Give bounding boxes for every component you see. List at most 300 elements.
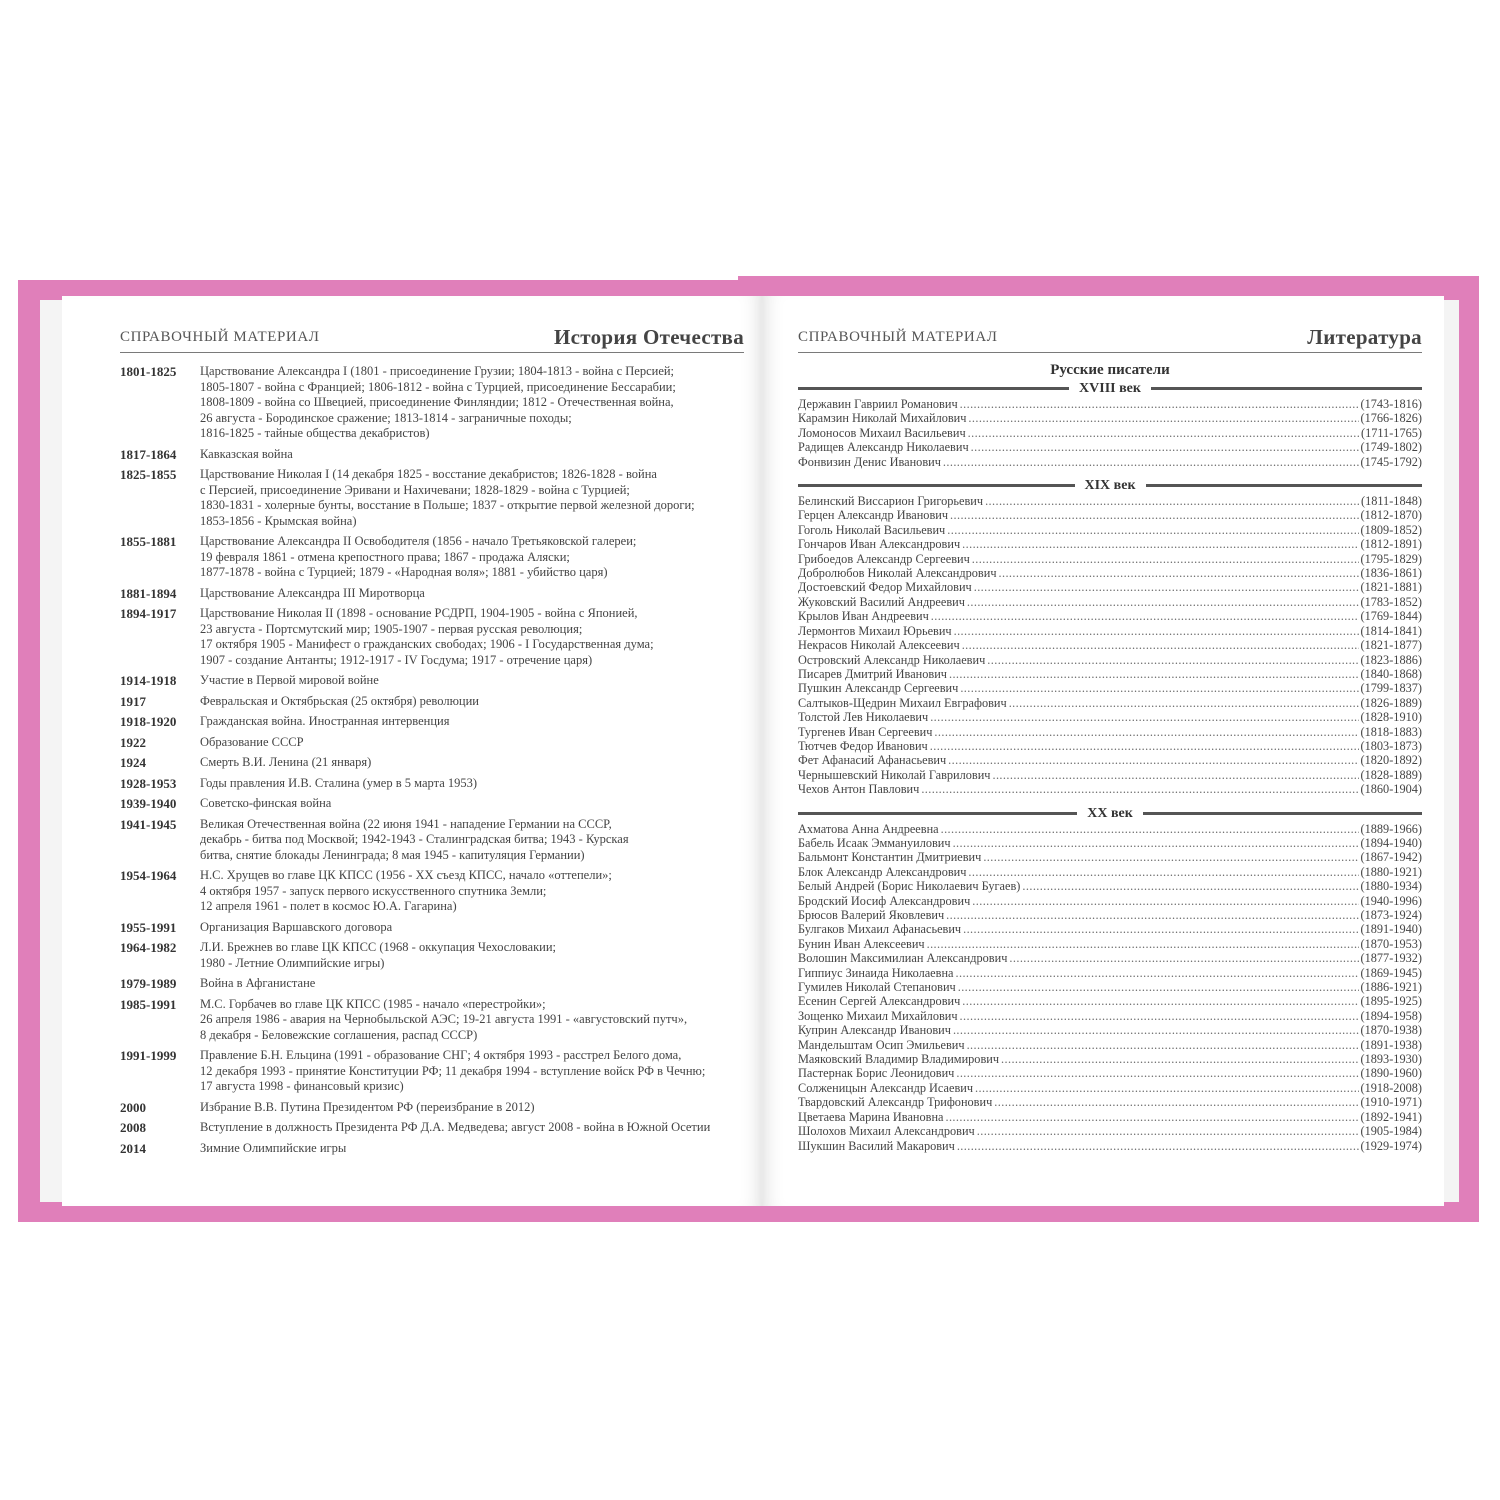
dot-leader	[985, 494, 1359, 508]
author-name: Лермонтов Михаил Юрьевич	[798, 623, 952, 638]
dot-leader	[953, 836, 1359, 850]
dot-leader	[948, 753, 1358, 767]
timeline-year: 2008	[120, 1120, 146, 1135]
author-years: (1905-1984)	[1360, 1124, 1422, 1139]
century-rule-right	[1143, 812, 1422, 815]
author-name: Бальмонт Константин Дмитриевич	[798, 850, 982, 865]
author-years: (1891-1938)	[1360, 1037, 1422, 1052]
author-name: Пастернак Борис Леонидович	[798, 1066, 955, 1081]
author-row	[798, 739, 1422, 753]
century-rule-left	[798, 812, 1077, 815]
author-name: Гиппиус Зинаида Николаевна	[798, 965, 954, 980]
author-name: Тютчев Федор Иванович	[798, 738, 928, 753]
dot-leader	[994, 1095, 1358, 1109]
timeline-text-line: 8 декабря - Беловежские соглашения, распад СССР)	[200, 1027, 478, 1042]
author-years: (1821-1877)	[1360, 638, 1422, 653]
author-name: Зощенко Михаил Михайлович	[798, 1008, 958, 1023]
timeline-entry	[120, 364, 744, 442]
author-name: Писарев Дмитрий Иванович	[798, 666, 947, 681]
author-years: (1828-1910)	[1360, 710, 1422, 725]
author-row	[798, 523, 1422, 537]
dot-leader	[967, 595, 1359, 609]
right-page-header	[798, 324, 1422, 353]
dot-leader	[949, 667, 1359, 681]
timeline-entry	[120, 673, 744, 689]
timeline-year: 2000	[120, 1099, 146, 1115]
timeline-text-line: Гражданская война. Иностранная интервенция	[200, 714, 450, 728]
dot-leader	[946, 908, 1358, 922]
dot-leader	[968, 865, 1358, 879]
dot-leader	[960, 397, 1359, 411]
timeline-text-line: Война в Афганистане	[200, 976, 316, 990]
timeline-text-line: М.С. Горбачев во главе ЦК КПСС (1985 - начало «перестройки»;	[200, 996, 546, 1011]
author-years: (1745-1792)	[1360, 454, 1422, 469]
dot-leader	[968, 411, 1358, 425]
author-row	[798, 681, 1422, 695]
author-row	[798, 440, 1422, 454]
author-years: (1867-1942)	[1360, 850, 1422, 865]
author-row	[798, 411, 1422, 425]
author-years: (1749-1802)	[1360, 440, 1422, 455]
author-name: Шолохов Михаил Александрович	[798, 1124, 975, 1139]
timeline-year: 1924	[120, 755, 146, 770]
dot-leader	[930, 739, 1359, 753]
author-years: (1889-1966)	[1360, 821, 1422, 836]
dot-leader	[934, 725, 1358, 739]
timeline-text-line: Участие в Первой мировой войне	[200, 673, 379, 687]
timeline-text	[200, 467, 744, 529]
dot-leader	[958, 980, 1359, 994]
timeline-text-line: Л.И. Брежнев во главе ЦК КПСС (1968 - оккупация Чехословакии;	[200, 940, 557, 954]
timeline-text-line: 19 февраля 1861 - отмена крепостного права; 1867 - продажа Аляски;	[200, 549, 570, 564]
author-years: (1894-1958)	[1360, 1008, 1422, 1023]
dot-leader	[1001, 1052, 1358, 1066]
century-rule-right	[1146, 484, 1423, 487]
author-row	[798, 667, 1422, 681]
timeline-text-line: 12 апреля 1961 - полет в космос Ю.А. Гагарина)	[200, 899, 457, 913]
timeline-text	[200, 1120, 744, 1136]
timeline-year: 1991-1999	[120, 1048, 177, 1063]
dot-leader	[972, 552, 1359, 566]
author-name: Фонвизин Денис Иванович	[798, 454, 941, 469]
author-years: (1870-1953)	[1360, 936, 1422, 951]
timeline-entry	[120, 920, 744, 936]
section-title: Русские писатели	[1050, 362, 1170, 378]
timeline-text-line: битва, снятие блокады Ленинграда; 8 мая 1945 - капитуляция Германии)	[200, 847, 585, 862]
timeline-entry	[120, 467, 744, 529]
author-years: (1799-1837)	[1360, 681, 1422, 696]
timeline-text-line: Годы правления И.В. Сталина (умер в 5 марта 1953)	[200, 775, 478, 790]
dot-leader	[957, 1139, 1359, 1153]
timeline-text	[200, 997, 744, 1044]
timeline-year: 1801-1825	[120, 364, 177, 379]
timeline-year: 1939-1940	[120, 796, 177, 811]
author-row	[798, 609, 1422, 623]
timeline-entry	[120, 694, 744, 710]
cover-edge	[18, 272, 738, 280]
author-years: (1891-1940)	[1360, 922, 1422, 937]
author-row	[798, 994, 1422, 1008]
author-name: Карамзин Николай Михайлович	[798, 411, 967, 426]
timeline-text	[200, 1141, 744, 1157]
dot-leader	[962, 994, 1358, 1008]
timeline-text-line: декабрь - битва под Москвой; 1942-1943 - Сталинградская битва; 1943 - Курская	[200, 832, 629, 846]
author-name: Жуковский Василий Андреевич	[798, 594, 965, 609]
dot-leader	[956, 1066, 1358, 1080]
timeline-text-line: 1877-1878 - война с Турцией; 1879 - «Народная воля»; 1881 - убийство царя)	[200, 565, 608, 579]
timeline-text	[200, 755, 744, 771]
author-row	[798, 653, 1422, 667]
author-name: Радищев Александр Николаевич	[798, 440, 969, 455]
timeline-text-line: 1907 - создание Антанты; 1912-1917 - IV Госдума; 1917 - отречение царя)	[200, 652, 593, 667]
timeline-text	[200, 586, 744, 602]
timeline-entry	[120, 755, 744, 771]
author-row	[798, 1110, 1422, 1124]
author-name: Бунин Иван Алексеевич	[798, 936, 925, 951]
author-row	[798, 782, 1422, 796]
author-years: (1795-1829)	[1360, 551, 1422, 566]
author-row	[798, 566, 1422, 580]
dot-leader	[975, 1081, 1358, 1095]
author-row	[798, 624, 1422, 638]
timeline-text-line: 17 октября 1905 - Манифест о гражданских свободах; 1906 - I Государственная дума;	[200, 637, 654, 651]
timeline-entry	[120, 868, 744, 915]
author-name: Достоевский Федор Михайлович	[798, 580, 972, 595]
dot-leader	[954, 624, 1359, 638]
author-name: Крылов Иван Андреевич	[798, 609, 929, 624]
author-row	[798, 595, 1422, 609]
century-name: XX век	[1087, 805, 1133, 821]
timeline-text	[200, 606, 744, 668]
author-row	[798, 836, 1422, 850]
timeline-entry	[120, 735, 744, 751]
timeline-text-line: 23 августа - Портсмутский мир; 1905-1907 - первая русская революция;	[200, 621, 583, 636]
author-name: Некрасов Николай Алексеевич	[798, 638, 960, 653]
author-row	[798, 1009, 1422, 1023]
timeline-text-line: Образование СССР	[200, 734, 304, 749]
author-years: (1836-1861)	[1360, 566, 1422, 581]
dot-leader	[960, 1009, 1359, 1023]
author-name: Булгаков Михаил Афанасьевич	[798, 922, 962, 937]
dot-leader	[947, 523, 1358, 537]
dot-leader	[953, 1023, 1359, 1037]
timeline-text	[200, 694, 744, 710]
author-name: Ахматова Анна Андреевна	[798, 821, 939, 836]
timeline-entry	[120, 817, 744, 864]
author-name: Чернышевский Николай Гаврилович	[798, 767, 991, 782]
timeline-year: 1917	[120, 693, 146, 709]
timeline-text-line: 12 декабря 1993 - принятие Конституции РФ; 11 декабря 1994 - вступление войск РФ в Чечню;	[200, 1063, 706, 1078]
author-years: (1783-1852)	[1360, 594, 1422, 609]
timeline-text-line: Смерть В.И. Ленина (21 января)	[200, 755, 372, 769]
timeline-text	[200, 776, 744, 792]
author-row	[798, 980, 1422, 994]
dot-leader	[962, 537, 1358, 551]
timeline-text-line: Кавказская война	[200, 446, 293, 461]
left-header-label: СПРАВОЧНЫЙ МАТЕРИАЛ	[120, 329, 320, 345]
timeline-year: 1954-1964	[120, 868, 177, 883]
timeline-text-line: 1805-1807 - война с Францией; 1806-1812 - война с Турцией, присоединение Бессарабии;	[200, 379, 676, 394]
dot-leader	[992, 768, 1358, 782]
timeline-year: 1922	[120, 734, 146, 750]
author-name: Бродский Иосиф Александрович	[798, 893, 971, 908]
dot-leader	[967, 1038, 1359, 1052]
author-row	[798, 638, 1422, 652]
dot-leader	[974, 580, 1359, 594]
timeline-year: 1985-1991	[120, 996, 177, 1012]
author-years: (1870-1938)	[1360, 1023, 1422, 1038]
author-row	[798, 552, 1422, 566]
author-years: (1840-1868)	[1360, 666, 1422, 681]
dot-leader	[972, 894, 1358, 908]
timeline-year: 1825-1855	[120, 467, 177, 482]
author-years: (1823-1886)	[1360, 652, 1422, 667]
author-name: Добролюбов Николай Александрович	[798, 566, 997, 581]
author-row	[798, 1023, 1422, 1037]
dot-leader	[927, 937, 1359, 951]
author-years: (1894-1940)	[1360, 835, 1422, 850]
author-row	[798, 1139, 1422, 1153]
timeline-text-line: Избрание В.В. Путина Президентом РФ (переизбрание в 2012)	[200, 1099, 535, 1114]
timeline-text	[200, 940, 744, 971]
timeline-text-line: 26 августа - Бородинское сражение; 1813-1814 - заграничные походы;	[200, 410, 572, 425]
author-years: (1766-1826)	[1360, 411, 1422, 426]
timeline-entry	[120, 586, 744, 602]
timeline-text-line: Царствование Николая I (14 декабря 1825 - восстание декабристов; 1826-1828 - война	[200, 467, 657, 481]
author-name: Ломоносов Михаил Васильевич	[798, 425, 966, 440]
dot-leader	[945, 1110, 1358, 1124]
author-row	[798, 725, 1422, 739]
author-name: Толстой Лев Николаевич	[798, 710, 929, 725]
author-years: (1895-1925)	[1360, 994, 1422, 1009]
author-years: (1910-1971)	[1360, 1095, 1422, 1110]
dot-leader	[950, 508, 1358, 522]
timeline-text-line: 4 октября 1957 - запуск первого искусственного спутника Земли;	[200, 883, 547, 898]
dot-leader	[921, 782, 1358, 796]
author-name: Тургенев Иван Сергеевич	[798, 724, 933, 739]
author-name: Маяковский Владимир Владимирович	[798, 1052, 1000, 1067]
timeline-text-line: Правление Б.Н. Ельцина (1991 - образование СНГ; 4 октября 1993 - расстрел Белого дома,	[200, 1048, 682, 1062]
timeline-text-line: Царствование Александра II Освободителя (1856 - начало Третьяковской галереи;	[200, 534, 637, 548]
timeline-entry	[120, 714, 744, 730]
timeline-text-line: 1816-1825 - тайные общества декабристов)	[200, 426, 430, 440]
author-years: (1890-1960)	[1360, 1066, 1422, 1081]
timeline-entry	[120, 1141, 744, 1157]
author-years: (1814-1841)	[1360, 623, 1422, 638]
right-page	[762, 296, 1444, 1206]
timeline-text-line: Царствование Николая II (1898 - основание РСДРП, 1904-1905 - война с Японией,	[200, 606, 638, 620]
author-row	[798, 696, 1422, 710]
timeline-text	[200, 447, 744, 463]
author-name: Островский Александр Николаевич	[798, 652, 986, 667]
author-row	[798, 1124, 1422, 1138]
timeline-text-line: Зимние Олимпийские игры	[200, 1140, 347, 1155]
timeline-text	[200, 673, 744, 689]
author-years: (1812-1870)	[1360, 508, 1422, 523]
author-name: Салтыков-Щедрин Михаил Евграфович	[798, 695, 1007, 710]
author-years: (1820-1892)	[1360, 753, 1422, 768]
dot-leader	[977, 1124, 1359, 1138]
author-years: (1893-1930)	[1360, 1052, 1422, 1067]
author-years: (1809-1852)	[1360, 522, 1422, 537]
author-name: Бабель Исаак Эммануилович	[798, 835, 951, 850]
timeline-year: 1881-1894	[120, 585, 177, 601]
timeline-entry	[120, 1120, 744, 1136]
timeline-entry	[120, 606, 744, 668]
author-years: (1877-1932)	[1360, 951, 1422, 966]
author-name: Гоголь Николай Васильевич	[798, 522, 946, 537]
timeline-text-line: Советско-финская война	[200, 796, 332, 810]
author-row	[798, 768, 1422, 782]
author-years: (1880-1921)	[1360, 864, 1422, 879]
author-years: (1711-1765)	[1360, 425, 1422, 440]
author-name: Мандельштам Осип Эмильевич	[798, 1037, 965, 1052]
author-years: (1860-1904)	[1360, 782, 1422, 797]
timeline-year: 1928-1953	[120, 775, 177, 791]
author-years: (1821-1881)	[1360, 580, 1422, 595]
dot-leader	[960, 681, 1358, 695]
author-years: (1812-1891)	[1360, 537, 1422, 552]
author-years: (1811-1848)	[1360, 494, 1422, 509]
author-row	[798, 850, 1422, 864]
century-gap	[798, 469, 1422, 477]
author-row	[798, 494, 1422, 508]
author-name: Шукшин Василий Макарович	[798, 1138, 955, 1153]
author-years: (1886-1921)	[1360, 980, 1422, 995]
author-row	[798, 1066, 1422, 1080]
dot-leader	[1009, 696, 1359, 710]
timeline-text-line: Н.С. Хрущев во главе ЦК КПСС (1956 - XX съезд КПСС, начало «оттепели»;	[200, 868, 612, 882]
author-name: Цветаева Марина Ивановна	[798, 1109, 944, 1124]
right-header-title: Литература	[1307, 325, 1422, 349]
author-years: (1918-2008)	[1360, 1080, 1422, 1095]
timeline-text-line: 1853-1856 - Крымская война)	[200, 513, 357, 528]
author-years: (1940-1996)	[1360, 893, 1422, 908]
author-name: Белинский Виссарион Григорьевич	[798, 494, 984, 509]
author-row	[798, 753, 1422, 767]
timeline-text	[200, 920, 744, 936]
timeline-year: 1894-1917	[120, 606, 177, 621]
timeline-text	[200, 976, 744, 992]
author-years: (1892-1941)	[1360, 1109, 1422, 1124]
dot-leader	[931, 609, 1359, 623]
author-row	[798, 879, 1422, 893]
timeline-entry	[120, 534, 744, 581]
dot-leader	[943, 455, 1359, 469]
author-name: Куприн Александр Иванович	[798, 1023, 951, 1038]
author-years: (1769-1844)	[1360, 609, 1422, 624]
left-page	[62, 296, 762, 1206]
century-rule-left	[798, 387, 1069, 390]
author-name: Пушкин Александр Сергеевич	[798, 681, 959, 696]
timeline-year: 1855-1881	[120, 534, 177, 549]
author-name: Фет Афанасий Афанасьевич	[798, 753, 947, 768]
timeline-text-line: Великая Отечественная война (22 июня 1941 - нападение Германии на СССР,	[200, 816, 612, 831]
timeline-entry	[120, 940, 744, 971]
author-years: (1828-1889)	[1360, 767, 1422, 782]
writers-list	[798, 360, 1422, 1153]
timeline-text-line: Организация Варшавского договора	[200, 919, 393, 934]
author-row	[798, 1052, 1422, 1066]
dot-leader	[930, 710, 1358, 724]
timeline-text	[200, 817, 744, 864]
author-row	[798, 894, 1422, 908]
timeline-text-line: 1980 - Летние Олимпийские игры)	[200, 955, 385, 970]
timeline-year: 1914-1918	[120, 673, 177, 688]
timeline-text-line: 17 августа 1998 - финансовый кризис)	[200, 1079, 404, 1093]
author-row	[798, 1081, 1422, 1095]
dot-leader	[956, 966, 1359, 980]
timeline-text-line: Царствование Александра III Миротворца	[200, 585, 425, 600]
author-row	[798, 455, 1422, 469]
author-row	[798, 951, 1422, 965]
century-name: XVIII век	[1079, 381, 1141, 396]
timeline-entry	[120, 447, 744, 463]
timeline-text-line: 26 апреля 1986 - авария на Чернобыльской АЭС; 19-21 августа 1991 - «августовский путч»,	[200, 1012, 688, 1026]
author-row	[798, 922, 1422, 936]
author-years: (1826-1889)	[1360, 695, 1422, 710]
author-name: Белый Андрей (Борис Николаевич Бугаев)	[798, 879, 1021, 894]
timeline-entry	[120, 796, 744, 812]
author-years: (1803-1873)	[1360, 738, 1422, 753]
left-header-title: История Отечества	[553, 325, 744, 349]
author-row	[798, 865, 1422, 879]
timeline-year: 1941-1945	[120, 816, 177, 832]
timeline-entry	[120, 1048, 744, 1095]
author-row	[798, 537, 1422, 551]
timeline-year: 1979-1989	[120, 976, 177, 991]
dot-leader	[941, 822, 1359, 836]
author-name: Блок Александр Александрович	[798, 864, 967, 879]
timeline-year: 1964-1982	[120, 940, 177, 955]
dot-leader	[962, 638, 1359, 652]
author-name: Грибоедов Александр Сергеевич	[798, 551, 970, 566]
century-rule-right	[1151, 387, 1422, 390]
timeline-text	[200, 1048, 744, 1095]
timeline-entry	[120, 1100, 744, 1116]
author-row	[798, 822, 1422, 836]
author-name: Державин Гавриил Романович	[798, 397, 958, 411]
timeline-text-line: Царствование Александра I (1801 - присоединение Грузии; 1804-1813 - война с Персией;	[200, 364, 675, 378]
author-row	[798, 937, 1422, 951]
author-name: Есенин Сергей Александрович	[798, 994, 961, 1009]
dot-leader	[983, 850, 1358, 864]
author-name: Гончаров Иван Александрович	[798, 537, 961, 552]
timeline-text	[200, 868, 744, 915]
author-years: (1873-1924)	[1360, 908, 1422, 922]
dot-leader	[987, 653, 1358, 667]
timeline-text	[200, 796, 744, 812]
timeline-text	[200, 364, 744, 442]
author-years: (1929-1974)	[1360, 1138, 1422, 1153]
author-row	[798, 508, 1422, 522]
author-row	[798, 1038, 1422, 1052]
dot-leader	[1009, 951, 1358, 965]
timeline-year: 1955-1991	[120, 919, 177, 935]
author-years: (1743-1816)	[1360, 397, 1422, 411]
author-years: (1880-1934)	[1360, 879, 1422, 894]
right-header-label: СПРАВОЧНЫЙ МАТЕРИАЛ	[798, 329, 998, 345]
author-name: Гумилев Николай Степанович	[798, 980, 956, 995]
timeline-entry	[120, 997, 744, 1044]
timeline-text-line: 1830-1831 - холерные бунты, восстание в Польше; 1837 - открытие первой железной дороги;	[200, 498, 695, 512]
author-name: Волошин Максимилиан Александрович	[798, 951, 1008, 966]
century-heading	[798, 380, 1422, 397]
author-row	[798, 966, 1422, 980]
author-name: Солженицын Александр Исаевич	[798, 1080, 974, 1095]
timeline-text-line: 1808-1809 - война со Швецией, присоединение Финляндии; 1812 - Отечественная война,	[200, 395, 674, 409]
author-years: (1818-1883)	[1360, 724, 1422, 739]
